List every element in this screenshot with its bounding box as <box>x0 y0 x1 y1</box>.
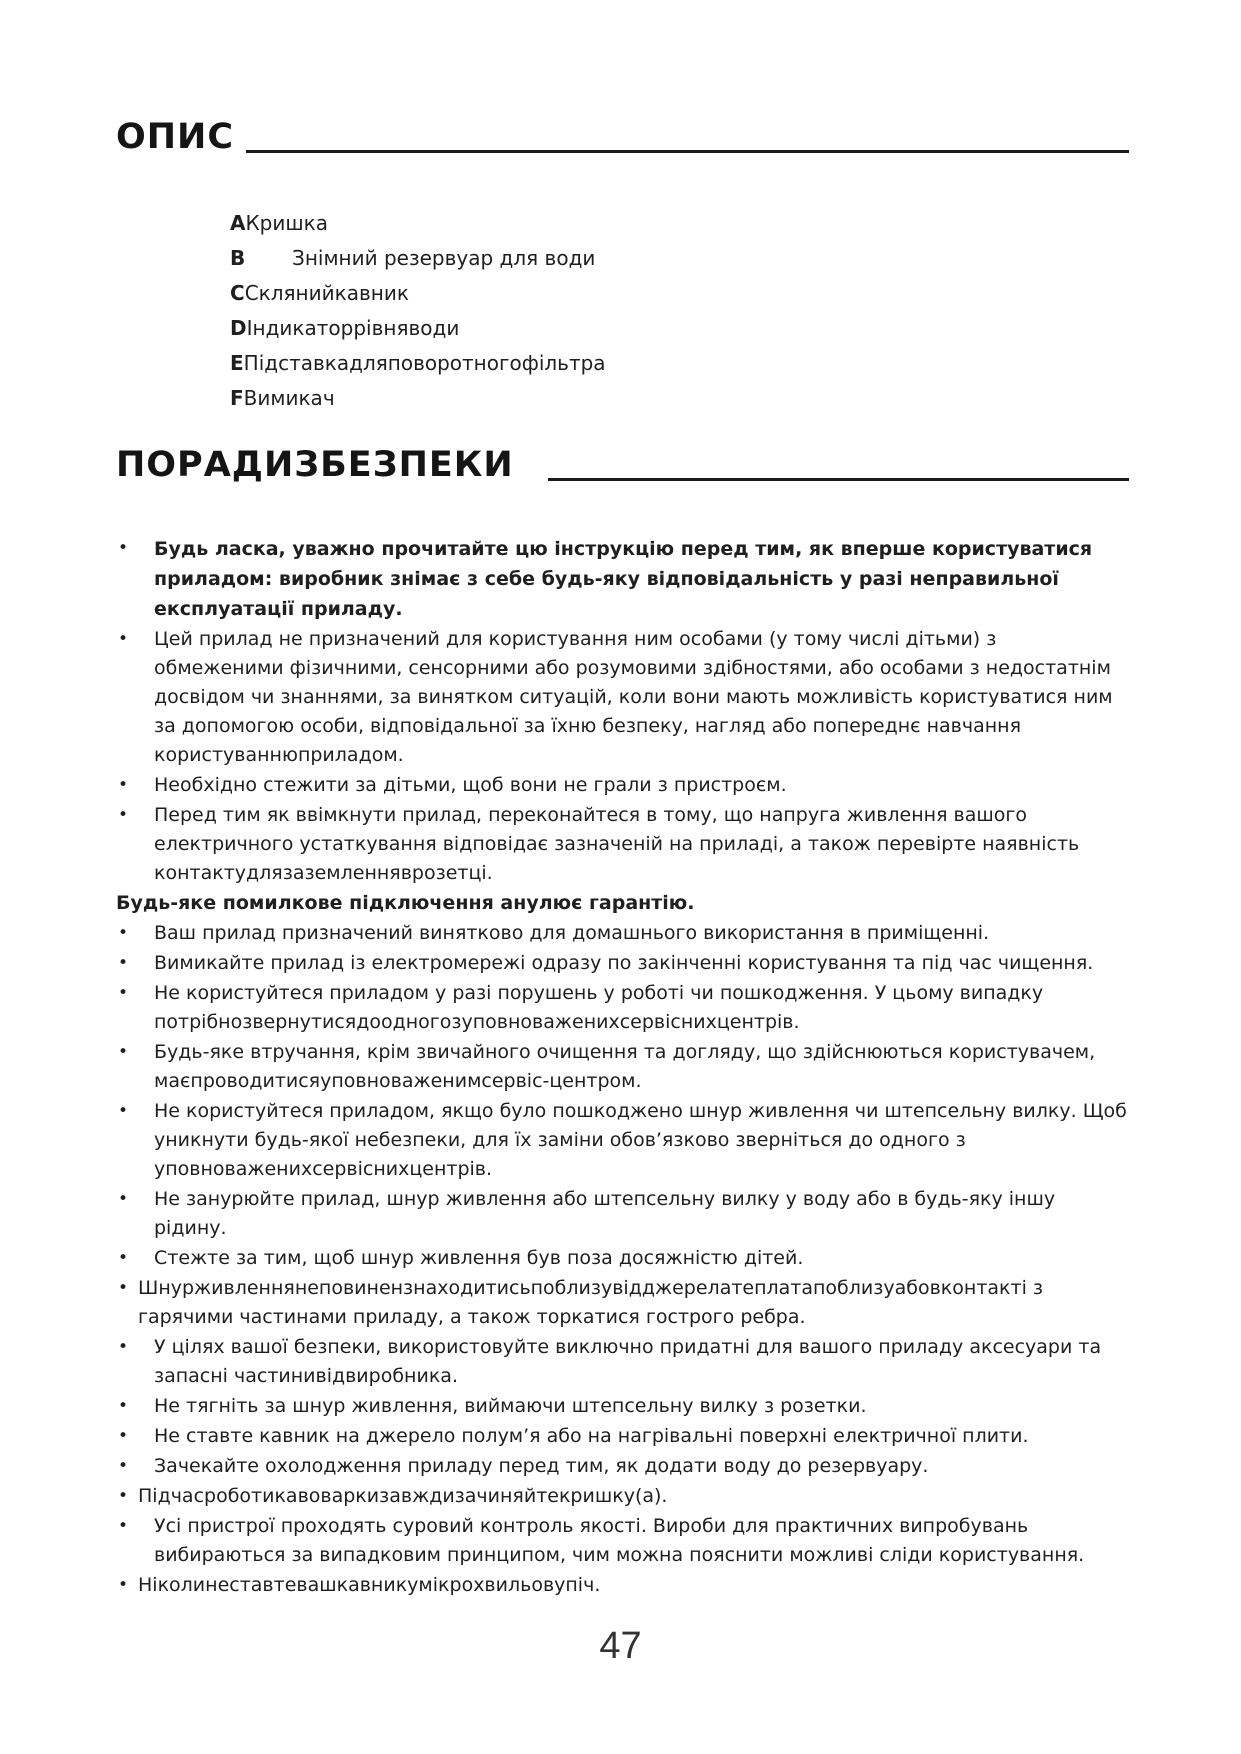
safety-text: Перед тим як ввімкнути прилад, переконайтеся в тому, що напруга живлення вашого електричного устаткування відповідає зазначеній на приладі, а також перевірте наявність контактудлязаземленняврозетці. <box>154 804 1080 884</box>
safety-text: Шнурживленнянеповинензнаходитисьпоблизувідджерелатеплатапоблизуабовконтакті з гарячими частинами приладу, а також торкатися гострого ребра. <box>138 1277 1043 1328</box>
safety-text: Необхідно стежити за дітьми, щоб вони не грали з пристроєм. <box>154 774 787 796</box>
bullet-icon: • <box>118 1456 129 1476</box>
bullet-icon: • <box>118 1426 129 1446</box>
part-label: Підставкадляповоротногофільтра <box>243 351 606 375</box>
description-heading: ОПИС <box>116 117 235 157</box>
safety-heading: ПОРАДИЗБЕЗПЕКИ <box>116 445 514 485</box>
part-letter: B <box>230 246 246 270</box>
safety-text: Цей прилад не призначений для користування ним особами (у тому числі дітьми) з обмеженими фізичними, сенсорними або розумовими здібностями, або особами з недостатнім досвідом чи знаннями, за винятком ситуацій, коли вони мають можливість користуватися ним за допомогою особи, відповідальної за їхню безпеку, нагляд або попереднє навчання користуваннюприладом. <box>154 628 1113 766</box>
bullet-icon: • <box>118 805 129 825</box>
safety-text: Усі пристрої проходять суровий контроль якості. Вироби для практичних випробувань вибираються за випадковим принципом, чим можна пояснити можливі сліди користування. <box>154 1515 1085 1566</box>
safety-item-lid <box>116 1482 1129 1511</box>
part-label: Індикаторрівняводи <box>246 316 460 340</box>
part-label: Кришка <box>245 211 329 235</box>
bullet-icon: • <box>118 953 129 973</box>
safety-item <box>116 979 1129 1037</box>
part-label: Вимикач <box>243 386 335 410</box>
safety-text: Будь-яке втручання, крім звичайного очищення та догляду, що здійснюються користувачем, маєпроводитисяуповноваженимсервіс-центром. <box>154 1041 1096 1092</box>
part-item <box>230 346 606 381</box>
bullet-icon: • <box>118 1189 129 1209</box>
safety-item <box>116 1185 1129 1243</box>
safety-text: Не ставте кавник на джерело полум’я або на нагрівальні поверхні електричної плити. <box>154 1425 1029 1447</box>
part-item <box>230 206 606 241</box>
description-heading-row <box>116 117 1129 157</box>
safety-item <box>116 1512 1129 1570</box>
safety-rules <box>116 534 1129 1601</box>
safety-item-microwave <box>116 1571 1129 1600</box>
bullet-icon: • <box>118 775 129 795</box>
bullet-icon: • <box>118 1042 129 1062</box>
safety-item <box>116 919 1129 948</box>
safety-item <box>116 1333 1129 1391</box>
safety-text: Вимикайте прилад із електромережі одразу по закінченні користування та під час чищення. <box>154 952 1094 974</box>
bullet-icon: • <box>118 1575 129 1595</box>
safety-text: Не тягніть за шнур живлення, виймаючи штепсельну вилку з розетки. <box>154 1395 867 1417</box>
safety-item <box>116 625 1129 770</box>
safety-text: Підчасроботикавоваркизавждизачиняйтекришку(a). <box>138 1485 668 1507</box>
safety-item <box>116 949 1129 978</box>
page-number: 47 <box>599 1625 642 1667</box>
parts-list <box>230 206 606 416</box>
warranty-note: Будь-яке помилкове підключення анулює гарантію. <box>116 892 695 914</box>
bullet-icon: • <box>118 1486 129 1506</box>
safety-text: У цілях вашої безпеки, використовуйте виключно придатні для вашого приладу аксесуари та запасні частинивідвиробника. <box>154 1336 1102 1387</box>
safety-text: Ваш прилад призначений винятково для домашнього використання в приміщенні. <box>154 922 990 944</box>
safety-item <box>116 1038 1129 1096</box>
safety-text: Не користуйтеся приладом у разі порушень у роботі чи пошкодження. У цьому випадку потрібнозвернутисядоодногозуповноваженихсервіснихцентрів. <box>154 982 1044 1033</box>
safety-text: Не користуйтеся приладом, якщо було пошкоджено шнур живлення чи штепсельну вилку. Щоб уникнути будь-якої небезпеки, для їх заміни обов’язково зверніться до одного з уповноваженихсервіснихцентрів. <box>154 1100 1127 1180</box>
bullet-icon: • <box>118 1278 129 1298</box>
bullet-icon: • <box>118 1396 129 1416</box>
part-letter: E <box>230 351 244 375</box>
part-letter: F <box>230 386 244 410</box>
part-label: Знімний резервуар для води <box>292 246 596 270</box>
heading-rule <box>246 150 1129 153</box>
safety-item <box>116 1392 1129 1421</box>
bullet-icon: • <box>118 1337 129 1357</box>
bullet-icon: • <box>118 1101 129 1121</box>
safety-heading-row <box>116 445 1129 485</box>
part-item <box>230 276 606 311</box>
bullet-icon: • <box>118 923 129 943</box>
safety-item <box>116 1452 1129 1481</box>
bullet-icon: • <box>118 1516 129 1536</box>
safety-item <box>116 1422 1129 1451</box>
part-item <box>230 311 606 346</box>
part-item <box>230 381 606 416</box>
safety-item <box>116 771 1129 800</box>
safety-item <box>116 801 1129 888</box>
part-letter: D <box>230 316 247 340</box>
part-letter: A <box>230 211 246 235</box>
safety-item-intro <box>116 534 1129 624</box>
heading-rule <box>548 478 1129 481</box>
safety-item <box>116 1244 1129 1273</box>
safety-item-cord <box>116 1274 1129 1332</box>
bullet-icon: • <box>118 983 129 1003</box>
part-item <box>230 241 606 276</box>
bullet-icon: • <box>118 629 129 649</box>
safety-text: Не занурюйте прилад, шнур живлення або штепсельну вилку у воду або в будь-яку іншу рідину. <box>154 1188 1056 1239</box>
safety-text: Зачекайте охолодження приладу перед тим, як додати воду до резервуару. <box>154 1455 929 1477</box>
safety-text: Стежте за тим, щоб шнур живлення був поза досяжністю дітей. <box>154 1247 804 1269</box>
safety-text: Будь ласка, уважно прочитайте цю інструкцію перед тим, як вперше користуватися приладом: виробник знімає з себе будь-яку відповідальність у разі неправильної експлуатації приладу. <box>154 538 1093 620</box>
safety-text: Ніколинеставтевашкавникумікрохвильовупіч. <box>138 1574 601 1596</box>
safety-item <box>116 1097 1129 1184</box>
part-label: Склянийкавник <box>244 281 409 305</box>
part-letter: C <box>230 281 245 305</box>
bullet-icon: • <box>118 1248 129 1268</box>
bullet-icon: • <box>118 538 129 558</box>
